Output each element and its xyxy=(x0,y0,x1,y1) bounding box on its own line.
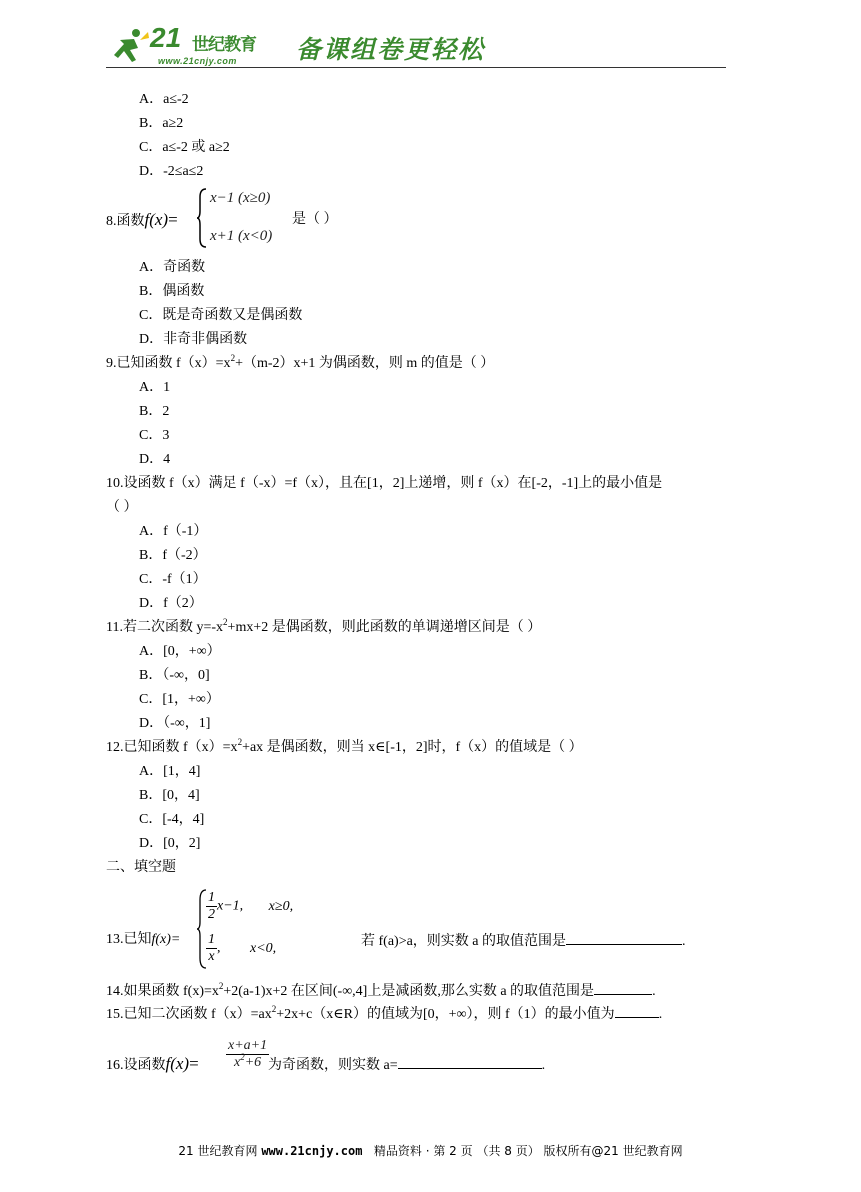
q13-frac2-num: 1 xyxy=(208,932,215,947)
q13-case1-expr: x−1, xyxy=(217,898,244,914)
q16-eq: = xyxy=(189,1054,199,1073)
header-divider xyxy=(106,67,726,68)
q16-fraction xyxy=(226,1038,269,1071)
q14-text-a: 14.如果函数 f(x)=x xyxy=(106,984,219,999)
q7-option-d: D．-2≤a≤2 xyxy=(139,164,204,179)
q13-frac2 xyxy=(206,932,217,965)
q9-stem xyxy=(106,354,494,374)
q11-stem xyxy=(106,618,541,638)
q10-stem: 10.设函数 f（x）满足 f（-x）=f（x），且在[1，2]上递增，则 f（x）在[-2，-1]上的最小值是 xyxy=(106,476,663,491)
q12-option-a: A．[1，4] xyxy=(139,764,201,779)
q12-exponent: 2 xyxy=(237,737,243,747)
q13-frac1-den: 2 xyxy=(208,907,215,922)
q11-text-a: 11.若二次函数 y=-x xyxy=(106,620,224,635)
q16-prefix: 16.设函数 xyxy=(106,1058,166,1073)
q8-case1: x−1 (x≥0) xyxy=(210,190,271,206)
runner-logo-icon xyxy=(110,26,150,66)
q13-case2-cond: x<0, xyxy=(250,940,277,956)
q16-den-exponent: 2 xyxy=(240,1052,245,1062)
q8-fx: f(x) xyxy=(144,210,169,229)
q7-option-c: C．a≤-2 或 a≥2 xyxy=(139,140,230,155)
footer-brand: 21 世纪教育网 xyxy=(178,1144,258,1158)
q13-case1-cond: x≥0, xyxy=(268,898,294,914)
q16-end: . xyxy=(541,1058,546,1073)
q9-text-a: 9.已知函数 f（x）=x xyxy=(106,356,231,371)
q13-condition xyxy=(361,930,686,952)
q12-stem xyxy=(106,738,583,758)
q13-case1 xyxy=(206,890,293,923)
q9-option-c: C．3 xyxy=(139,428,170,443)
q13-frac1 xyxy=(206,890,217,923)
q16-denominator xyxy=(226,1052,269,1071)
q16-den-base: x xyxy=(233,1055,241,1070)
q12-option-b: B．[0，4] xyxy=(139,788,200,803)
q9-exponent: 2 xyxy=(230,353,236,363)
q13-case2 xyxy=(206,932,276,965)
q14-answer-blank[interactable] xyxy=(594,980,652,995)
q11-option-d: D．（-∞，1] xyxy=(139,716,211,731)
logo-text: 世纪教育 xyxy=(192,35,256,55)
q13-case2-expr: , xyxy=(217,940,221,956)
q14-exponent: 2 xyxy=(218,981,224,991)
q11-option-c: C．[1，+∞） xyxy=(139,692,220,707)
q9-option-b: B．2 xyxy=(139,404,170,419)
q8-case2: x+1 (x<0) xyxy=(210,228,273,244)
q15-text-b: +2x+c（x∈R）的值域为[0，+∞），则 f（1）的最小值为 xyxy=(276,1007,615,1022)
q8-option-c: C．既是奇函数又是偶函数 xyxy=(139,308,303,323)
q15-exponent: 2 xyxy=(271,1004,277,1014)
q10-option-a: A．f（-1） xyxy=(139,524,208,539)
q13-prefix: 13.已知 xyxy=(106,932,152,947)
logo-number: 21 xyxy=(150,22,182,53)
q12-text-b: +ax 是偶函数，则当 x∈[-1，2]时，f（x）的值域是（ ） xyxy=(242,740,583,755)
q14-stem xyxy=(106,980,656,1002)
q13-answer-blank[interactable] xyxy=(566,930,682,945)
q10-option-c: C．-f（1） xyxy=(139,572,207,587)
q16-stem xyxy=(106,1054,199,1076)
q12-option-d: D．[0，2] xyxy=(139,836,201,851)
logo-url: www.21cnjy.com xyxy=(158,56,237,66)
footer-site-link[interactable]: www.21cnjy.com xyxy=(261,1144,363,1158)
header-slogan: 备课组卷更轻松 xyxy=(296,35,486,64)
q8-brace-icon xyxy=(196,187,208,249)
q16-numerator: x+a+1 xyxy=(228,1038,268,1053)
q11-exponent: 2 xyxy=(223,617,228,627)
q8-option-b: B．偶函数 xyxy=(139,284,205,299)
section-heading: 二、填空题 xyxy=(106,860,176,875)
q13-cond-text: 若 f(a)>a，则实数 a 的取值范围是 xyxy=(361,934,567,949)
q8-prefix: 8.函数 xyxy=(106,214,145,229)
page-header xyxy=(106,20,726,72)
q16-den-rest: +6 xyxy=(244,1055,262,1070)
q7-option-b: B．a≥2 xyxy=(139,116,184,131)
q11-text-b: +mx+2 是偶函数，则此函数的单调递增区间是（ ） xyxy=(227,620,542,635)
q8-eq: = xyxy=(168,210,178,229)
q8-suffix: 是（ ） xyxy=(292,212,338,227)
q16-fx: f(x) xyxy=(165,1054,190,1073)
q12-text-a: 12.已知函数 f（x）=x xyxy=(106,740,238,755)
q8-option-a: A．奇函数 xyxy=(139,260,206,275)
q15-answer-blank[interactable] xyxy=(615,1003,659,1018)
q7-option-a: A．a≤-2 xyxy=(139,92,189,107)
q10-option-d: D．f（2） xyxy=(139,596,203,611)
q16-tail xyxy=(268,1054,545,1076)
q12-option-c: C．[-4，4] xyxy=(139,812,205,827)
q14-end: . xyxy=(652,984,656,999)
q9-option-a: A．1 xyxy=(139,380,171,395)
footer-page-info: 精品资料 · 第 2 页 （共 8 页） 版权所有@21 世纪教育网 xyxy=(373,1144,683,1158)
q13-frac2-den: x xyxy=(208,949,215,964)
q15-stem xyxy=(106,1003,662,1025)
q9-option-d: D．4 xyxy=(139,452,171,467)
q16-answer-blank[interactable] xyxy=(398,1054,542,1069)
q16-text: 为奇函数，则实数 a= xyxy=(268,1058,398,1073)
q10-stem-cont: （ ） xyxy=(106,500,138,515)
q10-option-b: B．f（-2） xyxy=(139,548,207,563)
q8-option-d: D．非奇非偶函数 xyxy=(139,332,248,347)
q13-fx: f(x)= xyxy=(151,932,181,947)
q8-stem xyxy=(106,210,178,232)
q15-end: . xyxy=(658,1007,663,1022)
q13-frac1-num: 1 xyxy=(208,890,215,905)
q13-end: . xyxy=(682,934,686,949)
q14-text-b: +2(a-1)x+2 在区间(-∞,4]上是减函数,那么实数 a 的取值范围是 xyxy=(223,984,595,999)
q13-stem xyxy=(106,930,180,950)
q11-option-a: A．[0，+∞） xyxy=(139,644,221,659)
q15-text-a: 15.已知二次函数 f（x）=ax xyxy=(106,1007,272,1022)
q11-option-b: B．（-∞，0] xyxy=(139,668,210,683)
q9-text-b: +（m-2）x+1 为偶函数，则 m 的值是（ ） xyxy=(235,356,495,371)
page-footer xyxy=(0,1142,861,1159)
